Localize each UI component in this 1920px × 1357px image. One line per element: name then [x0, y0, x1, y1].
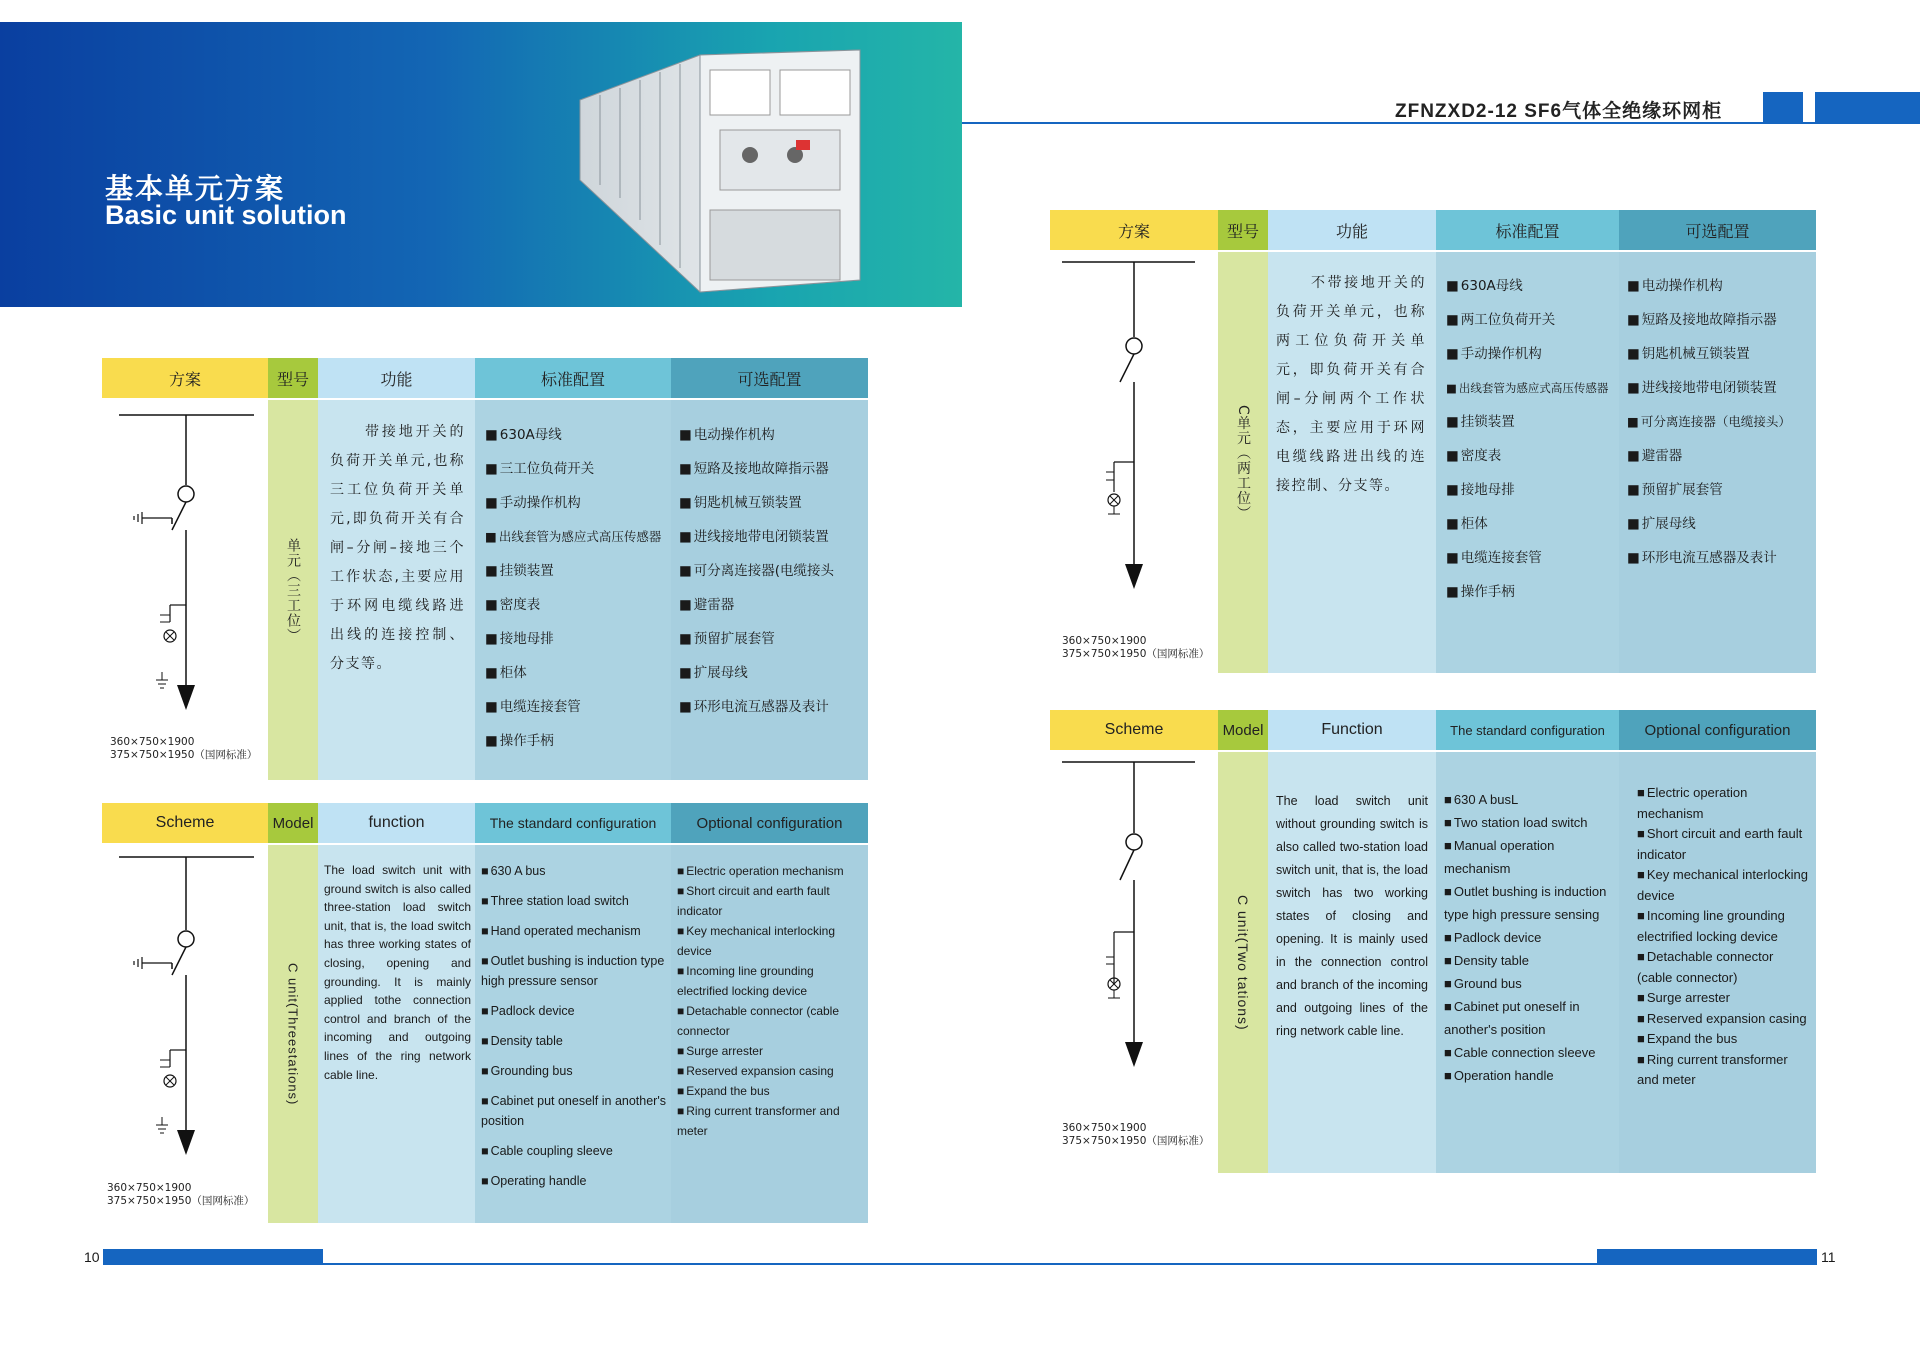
col-header-function: 功能: [1268, 210, 1436, 250]
list-item: ■ 挂锁装置: [1446, 405, 1619, 439]
list-item: ■ 手动操作机构: [1446, 337, 1619, 371]
list-item: ■ 出线套管为感应式高压传感器: [485, 520, 671, 554]
col-header-model: Model: [1218, 710, 1268, 750]
col-header-function: 功能: [318, 358, 475, 398]
col-header-std: The standard configuration: [475, 803, 671, 843]
function-cell: The load switch unit with ground switch is also called three-station load switch unit, that is, the load switch has three working states of closing, opening and grounding. It is mainly applied tothe connection control and branch of the incoming and outgoing lines of the ring network cable line.: [318, 845, 475, 1223]
list-item: ■ 钥匙机械互锁装置: [679, 486, 868, 520]
header-banner: [0, 22, 962, 307]
list-item: ■ Key mechanical interlocking device: [677, 921, 864, 961]
scheme-cell: [102, 400, 268, 780]
banner-title-cn: 基本单元方案: [105, 172, 286, 205]
opt-config-list: [677, 861, 864, 1141]
col-header-opt: Optional configuration: [1619, 710, 1816, 750]
list-item: ■ Cabinet put oneself in another's position: [1444, 995, 1615, 1041]
list-item: ■ 操作手柄: [485, 724, 671, 758]
opt-config-list: [1627, 269, 1816, 575]
list-item: ■ 三工位负荷开关: [485, 452, 671, 486]
list-item: ■ 630 A bus: [481, 861, 667, 881]
list-item: ■ 钥匙机械互锁装置: [1627, 337, 1816, 371]
col-header-model: Model: [268, 803, 318, 843]
list-item: ■ Density table: [481, 1031, 667, 1051]
col-header-model: 型号: [1218, 210, 1268, 250]
list-item: ■ 避雷器: [679, 588, 868, 622]
scheme-cell: [1050, 252, 1218, 673]
header-square: [1763, 92, 1803, 122]
document-title: ZFNZXD2-12 SF6气体全绝缘环网柜: [1395, 101, 1723, 122]
header-bar: [1815, 92, 1920, 122]
list-item: ■ 扩展母线: [679, 656, 868, 690]
model-cell: C unit(Threestations): [268, 845, 318, 1223]
footer-rule: [103, 1263, 1817, 1265]
list-item: ■ 密度表: [485, 588, 671, 622]
list-item: ■ Ring current transformer and meter: [1637, 1050, 1810, 1091]
opt-config-list: [679, 418, 868, 724]
list-item: ■ Short circuit and earth fault indicator: [1637, 824, 1810, 865]
opt-config-cell: [1619, 252, 1816, 673]
std-config-cell: [475, 400, 671, 780]
list-item: ■ 密度表: [1446, 439, 1619, 473]
list-item: ■ Short circuit and earth fault indicator: [677, 881, 864, 921]
list-item: ■ 柜体: [485, 656, 671, 690]
list-item: ■ Density table: [1444, 949, 1615, 972]
list-item: ■ Surge arrester: [1637, 988, 1810, 1009]
dimensions: 360×750×1900 375×750×1950（国网标准）: [107, 1182, 255, 1207]
list-item: ■ 避雷器: [1627, 439, 1816, 473]
list-item: ■ Cabinet put oneself in another's position: [481, 1091, 667, 1131]
list-item: ■ Key mechanical interlocking device: [1637, 865, 1810, 906]
opt-config-cell: [671, 845, 868, 1223]
list-item: ■ Three station load switch: [481, 891, 667, 911]
std-config-cell: [475, 845, 671, 1223]
list-item: ■ 手动操作机构: [485, 486, 671, 520]
list-item: ■ 扩展母线: [1627, 507, 1816, 541]
col-header-function: function: [318, 803, 475, 843]
list-item: ■ 630 A busL: [1444, 788, 1615, 811]
list-item: ■ 可分离连接器（电缆接头）: [1627, 405, 1816, 439]
col-header-function: Function: [1268, 710, 1436, 750]
list-item: ■ Incoming line grounding electrified locking device: [1637, 906, 1810, 947]
col-header-model: 型号: [268, 358, 318, 398]
col-header-scheme: Scheme: [102, 803, 268, 843]
opt-config-cell: [1619, 752, 1816, 1173]
function-cell: 带接地开关的负荷开关单元,也称三工位负荷开关单元,即负荷开关有合闸–分闸–接地三个工作状态,主要应用于环网电缆线路进出线的连接控制、分支等。: [318, 400, 475, 780]
list-item: ■ Electric operation mechanism: [677, 861, 864, 881]
list-item: ■ Manual operation mechanism: [1444, 834, 1615, 880]
list-item: ■ 进线接地带电闭锁装置: [1627, 371, 1816, 405]
list-item: ■ Outlet bushing is induction type high pressure sensor: [481, 951, 667, 991]
banner-title-en: Basic unit solution: [105, 200, 347, 230]
list-item: ■ 短路及接地故障指示器: [1627, 303, 1816, 337]
list-item: ■ Cable connection sleeve: [1444, 1041, 1615, 1064]
list-item: ■ 630A母线: [1446, 269, 1619, 303]
single-line-diagram: [102, 400, 268, 720]
list-item: ■ 电动操作机构: [1627, 269, 1816, 303]
list-item: ■ 电缆连接套管: [485, 690, 671, 724]
list-item: ■ Padlock device: [1444, 926, 1615, 949]
list-item: ■ Reserved expansion casing: [1637, 1009, 1810, 1030]
list-item: ■ Operation handle: [1444, 1064, 1615, 1087]
opt-config-cell: [671, 400, 868, 780]
list-item: ■ 环形电流互感器及表计: [679, 690, 868, 724]
std-config-list: [485, 418, 671, 758]
list-item: ■ Expand the bus: [1637, 1029, 1810, 1050]
page-number-left: 10: [84, 1249, 100, 1265]
function-cell: 不带接地开关的负荷开关单元，也称两工位负荷开关单元，即负荷开关有合闸–分闸两个工作状态，主要应用于环网电缆线路进出线的连接控制、分支等。: [1268, 252, 1436, 673]
col-header-scheme: 方案: [102, 358, 268, 398]
scheme-cell: [102, 845, 268, 1223]
list-item: ■ Outlet bushing is induction type high pressure sensing: [1444, 880, 1615, 926]
list-item: ■ 操作手柄: [1446, 575, 1619, 609]
model-cell: C单元（两工位）: [1218, 252, 1268, 673]
footer-bar-left: [103, 1249, 323, 1263]
model-cell: C unit(Two tations): [1218, 752, 1268, 1173]
list-item: ■ Expand the bus: [677, 1081, 864, 1101]
list-item: ■ 环形电流互感器及表计: [1627, 541, 1816, 575]
list-item: ■ Grounding bus: [481, 1061, 667, 1081]
col-header-std: The standard configuration: [1436, 710, 1619, 750]
list-item: ■ 预留扩展套管: [679, 622, 868, 656]
list-item: ■ 630A母线: [485, 418, 671, 452]
std-config-list: [481, 861, 667, 1191]
list-item: ■ 预留扩展套管: [1627, 473, 1816, 507]
list-item: ■ 接地母排: [1446, 473, 1619, 507]
single-line-diagram: [1050, 252, 1218, 592]
list-item: ■ Ground bus: [1444, 972, 1615, 995]
list-item: ■ 接地母排: [485, 622, 671, 656]
list-item: ■ Incoming line grounding electrified locking device: [677, 961, 864, 1001]
list-item: ■ 柜体: [1446, 507, 1619, 541]
list-item: ■ Detachable connector (cable connector: [677, 1001, 864, 1041]
col-header-opt: Optional configuration: [671, 803, 868, 843]
list-item: ■ Hand operated mechanism: [481, 921, 667, 941]
list-item: ■ Operating handle: [481, 1171, 667, 1191]
page-number-right: 11: [1821, 1249, 1836, 1265]
list-item: ■ Two station load switch: [1444, 811, 1615, 834]
function-cell: The load switch unit without grounding switch is also called two-station load switch unit, that is, the load switch has two working states of closing and opening. It is mainly used in the connection control and branch of the incoming and outgoing lines of the ring network cable line.: [1268, 752, 1436, 1173]
col-header-std: 标准配置: [475, 358, 671, 398]
list-item: ■ Electric operation mechanism: [1637, 783, 1810, 824]
std-config-list: [1446, 269, 1619, 609]
scheme-cell: [1050, 752, 1218, 1173]
opt-config-list: [1637, 783, 1810, 1091]
switchgear-image: [560, 30, 880, 300]
list-item: ■ 电缆连接套管: [1446, 541, 1619, 575]
single-line-diagram: [1050, 752, 1218, 1092]
list-item: ■ Reserved expansion casing: [677, 1061, 864, 1081]
std-config-cell: [1436, 252, 1619, 673]
col-header-scheme: Scheme: [1050, 710, 1218, 750]
single-line-diagram: [102, 845, 268, 1165]
list-item: ■ 进线接地带电闭锁装置: [679, 520, 868, 554]
list-item: ■ 电动操作机构: [679, 418, 868, 452]
col-header-scheme: 方案: [1050, 210, 1218, 250]
col-header-std: 标准配置: [1436, 210, 1619, 250]
std-config-cell: [1436, 752, 1619, 1173]
col-header-opt: 可选配置: [671, 358, 868, 398]
list-item: ■ 可分离连接器(电缆接头: [679, 554, 868, 588]
dimensions: 360×750×1900 375×750×1950（国网标准）: [1062, 1122, 1210, 1147]
col-header-opt: 可选配置: [1619, 210, 1816, 250]
list-item: ■ 出线套管为感应式高压传感器: [1446, 371, 1619, 405]
list-item: ■ Ring current transformer and meter: [677, 1101, 864, 1141]
list-item: ■ 短路及接地故障指示器: [679, 452, 868, 486]
footer-bar-right: [1597, 1249, 1817, 1263]
list-item: ■ Padlock device: [481, 1001, 667, 1021]
list-item: ■ Surge arrester: [677, 1041, 864, 1061]
list-item: ■ Detachable connector (cable connector): [1637, 947, 1810, 988]
std-config-list: [1444, 788, 1615, 1087]
dimensions: 360×750×1900 375×750×1950（国网标准）: [110, 736, 258, 761]
list-item: ■ Cable coupling sleeve: [481, 1141, 667, 1161]
model-cell: 单元（三工位）: [268, 400, 318, 780]
list-item: ■ 挂锁装置: [485, 554, 671, 588]
list-item: ■ 两工位负荷开关: [1446, 303, 1619, 337]
dimensions: 360×750×1900 375×750×1950（国网标准）: [1062, 635, 1210, 660]
